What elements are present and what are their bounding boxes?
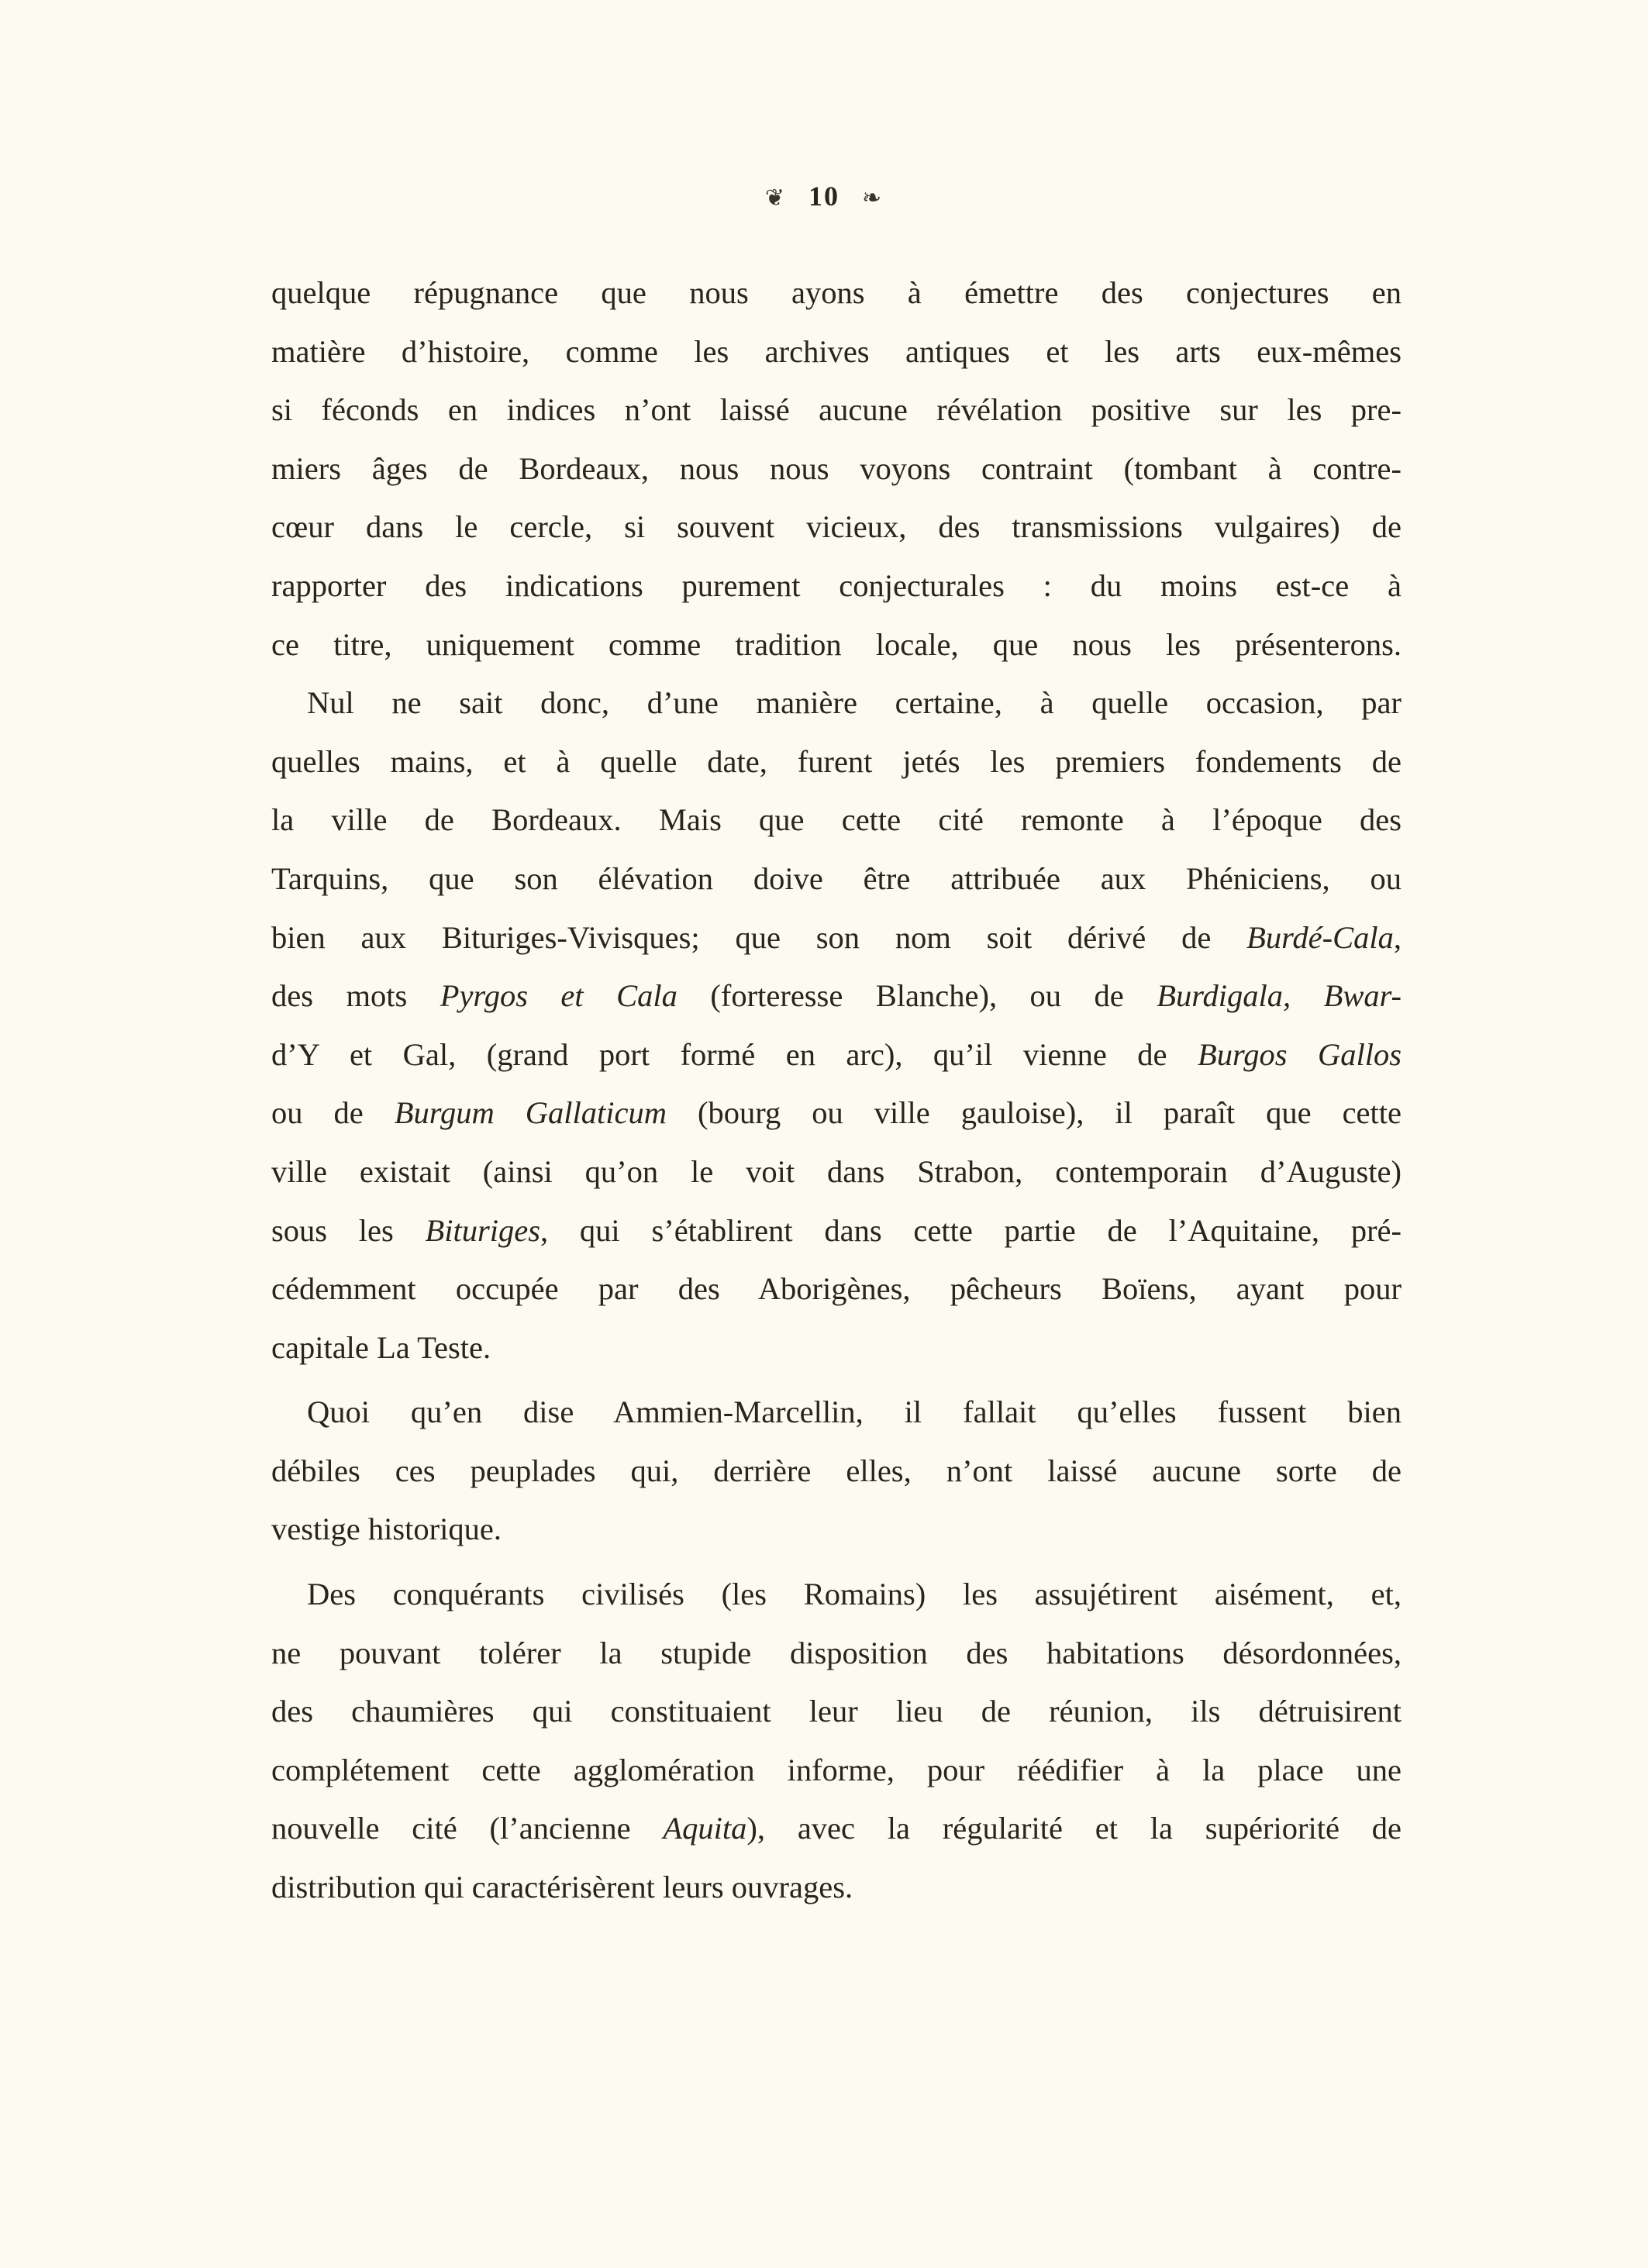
text-line: cœur dans le cercle, si souvent vicieux, des transmissions vulgaires) de [271,509,1401,545]
text-line: débiles ces peuplades qui, derrière elles, n’ont laissé aucune sorte de [271,1453,1401,1488]
page-number: 10 [808,181,840,212]
text-line: Nul ne sait donc, d’une manière certaine, à quelle occasion, par [307,685,1401,721]
italic-term: Burgum Gallaticum [394,1095,667,1131]
text-line: Quoi qu’en dise Ammien-Marcellin, il fallait qu’elles fussent bien [307,1394,1401,1430]
paragraph-2 [271,674,1401,1377]
text-line: ou de Burgum Gallaticum (bourg ou ville gauloise), il paraît que cette [271,1095,1402,1131]
italic-term: Aquita [663,1811,747,1846]
text-line: ne pouvant tolérer la stupide disposition des habitations désordonnées, [271,1635,1401,1670]
text-line: capitale La Teste. [271,1329,491,1365]
text-line: vestige historique. [271,1511,502,1547]
text-line: sous les Bituriges, qui s’établirent dans cette partie de l’Aquitaine, pré- [271,1212,1402,1248]
italic-term: Pyrgos et Cala [440,978,677,1014]
italic-term: Bituriges [425,1212,541,1248]
paragraph-3 [271,1383,1401,1559]
text-line: ville existait (ainsi qu’on le voit dans Strabon, contemporain d’Auguste) [271,1153,1401,1189]
text-line: quelles mains, et à quelle date, furent jetés les premiers fondements de [271,743,1401,779]
text-line: bien aux Bituriges-Vivisques; que son nom soit dérivé de Burdé-Cala, [271,919,1401,955]
text-line: distribution qui caractérisèrent leurs ouvrages. [271,1870,853,1905]
text-line: nouvelle cité (l’ancienne Aquita), avec la régularité et la supériorité de [271,1811,1401,1846]
text-line: Des conquérants civilisés (les Romains) les assujétirent aisément, et, [307,1577,1401,1612]
text-line: cédemment occupée par des Aborigènes, pêcheurs Boïens, ayant pour [271,1271,1401,1307]
text-line: la ville de Bordeaux. Mais que cette cité remonte à l’époque des [271,802,1401,838]
body-text [271,264,1401,1917]
text-line: quelque répugnance que nous ayons à émettre des conjectures en [271,275,1401,310]
text-line: complétement cette agglomération informe, pour réédifier à la place une [271,1752,1401,1787]
text-line: d’Y et Gal, (grand port formé en arc), qu’il vienne de Burgos Gallos [271,1036,1402,1072]
text-line: matière d’histoire, comme les archives antiques et les arts eux-mêmes [271,333,1401,369]
running-header [0,180,1648,212]
italic-term: Burdé-Cala [1246,919,1394,955]
ornament-left-icon: ❦ [764,185,786,211]
italic-term: Burdigala, Bwar- [1157,978,1402,1014]
italic-term: Burgos Gallos [1198,1036,1402,1072]
text-line: des chaumières qui constituaient leur lieu de réunion, ils détruisirent [271,1694,1401,1729]
text-line: si féconds en indices n’ont laissé aucune révélation positive sur les pre- [271,392,1401,428]
ornament-right-icon: ❧ [862,185,884,211]
text-line: ce titre, uniquement comme tradition locale, que nous les présenterons. [271,626,1401,662]
text-line: des mots Pyrgos et Cala (forteresse Blanche), ou de Burdigala, Bwar- [271,978,1402,1014]
text-line: rapporter des indications purement conjecturales : du moins est-ce à [271,567,1401,603]
text-line: miers âges de Bordeaux, nous nous voyons contraint (tombant à contre- [271,450,1401,486]
paragraph-1 [271,264,1401,674]
paragraph-4 [271,1565,1401,1917]
text-line: Tarquins, que son élévation doive être attribuée aux Phéniciens, ou [271,860,1401,896]
